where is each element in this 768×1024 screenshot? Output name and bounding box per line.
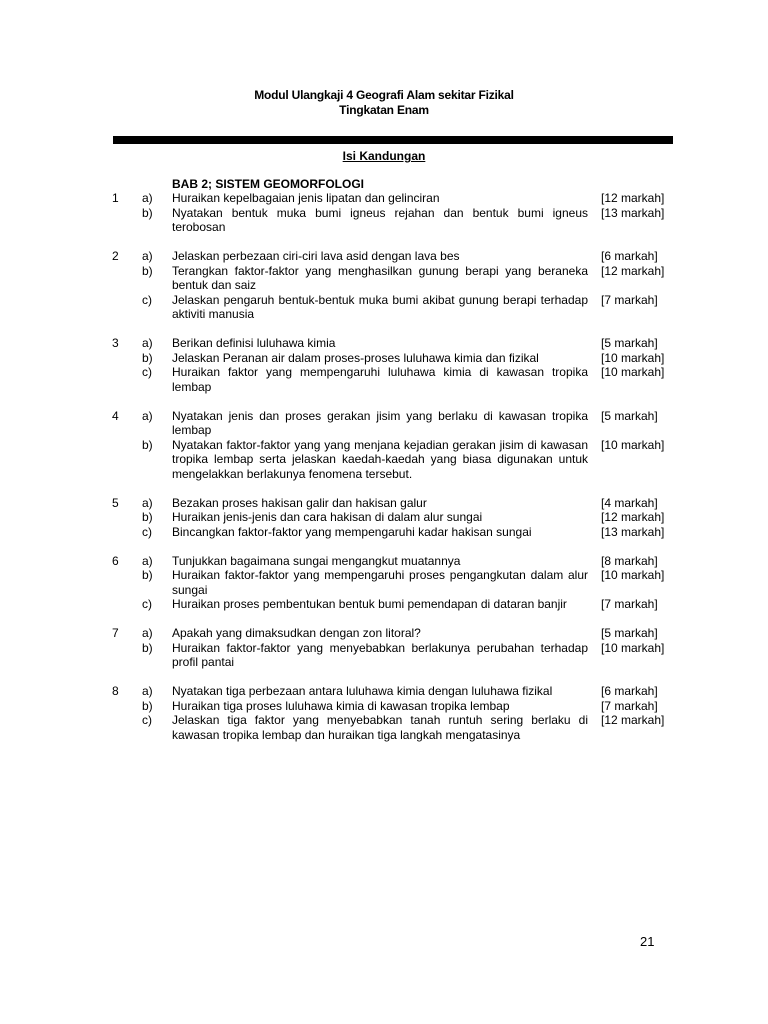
- part-label: b): [142, 437, 153, 452]
- part-text: Huraikan tiga proses luluhawa kimia di kawasan tropika lembap: [172, 698, 510, 713]
- part-label: c): [142, 597, 152, 611]
- question-block: [112, 409, 674, 482]
- part-text: Huraikan jenis-jenis dan cara hakisan di dalam alur sungai: [172, 510, 483, 524]
- part-text: Terangkan faktor-faktor yang menghasilkan gunung berapi yang beraneka bentuk dan saiz: [172, 263, 588, 292]
- question-part: [112, 409, 674, 438]
- part-text: Huraikan faktor yang mempengaruhi luluhawa kimia di kawasan tropika lembap: [172, 365, 588, 394]
- question-part: [112, 336, 674, 351]
- part-label: c): [142, 292, 152, 307]
- part-label: a): [142, 249, 153, 263]
- question-part: [112, 626, 674, 641]
- question-block: [112, 554, 674, 612]
- header-rule: [113, 136, 673, 144]
- part-text: Apakah yang dimaksudkan dengan zon litoral?: [172, 626, 421, 640]
- part-marks: [6 markah]: [601, 249, 658, 263]
- question-part: [112, 249, 674, 264]
- part-label: c): [142, 713, 152, 727]
- part-marks: [13 markah]: [601, 524, 665, 539]
- part-marks: [7 markah]: [601, 292, 658, 307]
- part-marks: [12 markah]: [601, 510, 665, 524]
- part-label: a): [142, 408, 153, 423]
- part-text: Jelaskan pengaruh bentuk-bentuk muka bumi akibat gunung berapi terhadap aktiviti manusia: [172, 292, 588, 321]
- part-label: a): [142, 553, 153, 568]
- part-label: b): [142, 698, 153, 713]
- document-header: [0, 88, 768, 118]
- part-marks: [10 markah]: [601, 437, 665, 452]
- question-block: [112, 249, 674, 322]
- part-marks: [12 markah]: [601, 263, 665, 278]
- part-text: Huraikan proses pembentukan bentuk bumi pemendapan di dataran banjir: [172, 597, 567, 611]
- question-list: [112, 191, 674, 742]
- question-block: [112, 496, 674, 540]
- question-block: [112, 336, 674, 394]
- part-marks: [4 markah]: [601, 495, 658, 510]
- part-marks: [7 markah]: [601, 698, 658, 713]
- question-number: 5: [112, 495, 119, 510]
- part-text: Huraikan faktor-faktor yang menyebabkan berlakunya perubahan terhadap profil pantai: [172, 640, 588, 669]
- question-number: 2: [112, 249, 119, 263]
- question-number: 7: [112, 626, 119, 640]
- question-number: 1: [112, 191, 119, 205]
- part-label: a): [142, 191, 153, 205]
- question-part: [112, 568, 674, 597]
- part-text: Jelaskan Peranan air dalam proses-proses luluhawa kimia dan fizikal: [172, 350, 539, 365]
- question-part: [112, 699, 674, 714]
- part-text: Huraikan kepelbagaian jenis lipatan dan gelinciran: [172, 191, 440, 205]
- part-label: b): [142, 205, 153, 220]
- part-marks: [10 markah]: [601, 568, 665, 582]
- part-label: c): [142, 524, 152, 539]
- part-marks: [5 markah]: [601, 336, 658, 350]
- page-number: 21: [640, 934, 655, 949]
- part-label: a): [142, 626, 153, 640]
- part-marks: [8 markah]: [601, 553, 658, 568]
- part-text: Nyatakan tiga perbezaan antara luluhawa kimia dengan luluhawa fizikal: [172, 684, 553, 698]
- part-marks: [7 markah]: [601, 597, 658, 611]
- question-part: [112, 510, 674, 525]
- question-part: [112, 206, 674, 235]
- part-label: b): [142, 568, 153, 582]
- question-block: [112, 626, 674, 670]
- question-part: [112, 684, 674, 699]
- part-text: Nyatakan faktor-faktor yang yang menjana kejadian gerakan jisim di kawasan tropika lembap serta jelaskan kaedah-kaedah yang biasa digunakan untuk mengelakkan berlakunya fenomena tersebut.: [172, 437, 588, 481]
- question-part: [112, 496, 674, 511]
- question-part: [112, 597, 674, 612]
- question-part: [112, 641, 674, 670]
- toc-title: Isi Kandungan: [342, 149, 426, 163]
- question-number: 4: [112, 408, 119, 423]
- part-marks: [6 markah]: [601, 684, 658, 698]
- part-label: c): [142, 365, 152, 379]
- question-part: [112, 438, 674, 482]
- part-text: Jelaskan tiga faktor yang menyebabkan tanah runtuh sering berlaku di kawasan tropika lembap dan huraikan tiga langkah mengatasinya: [172, 713, 588, 742]
- question-block: [112, 684, 674, 742]
- part-text: Nyatakan bentuk muka bumi igneus rejahan dan bentuk bumi igneus terobosan: [172, 205, 588, 234]
- question-part: [112, 554, 674, 569]
- module-title: Modul Ulangkaji 4 Geografi Alam sekitar Fizikal: [254, 88, 514, 102]
- question-number: 8: [112, 684, 119, 698]
- part-label: a): [142, 336, 153, 350]
- question-part: [112, 365, 674, 394]
- part-label: a): [142, 684, 153, 698]
- part-text: Berikan definisi luluhawa kimia: [172, 336, 336, 350]
- part-text: Huraikan faktor-faktor yang mempengaruhi proses pengangkutan dalam alur sungai: [172, 568, 588, 597]
- part-marks: [10 markah]: [601, 350, 665, 365]
- form-level: Tingkatan Enam: [339, 103, 429, 117]
- question-part: [112, 293, 674, 322]
- part-label: b): [142, 510, 153, 524]
- part-label: a): [142, 495, 153, 510]
- question-number: 3: [112, 336, 119, 350]
- question-part: [112, 525, 674, 540]
- part-text: Jelaskan perbezaan ciri-ciri lava asid dengan lava bes: [172, 249, 460, 263]
- part-marks: [10 markah]: [601, 640, 665, 655]
- part-text: Bincangkan faktor-faktor yang mempengaruhi kadar hakisan sungai: [172, 524, 532, 539]
- part-marks: [5 markah]: [601, 408, 658, 423]
- question-block: [112, 191, 674, 235]
- part-marks: [12 markah]: [601, 713, 665, 727]
- question-part: [112, 191, 674, 206]
- chapter-title: BAB 2; SISTEM GEOMORFOLOGI: [172, 177, 365, 191]
- part-text: Tunjukkan bagaimana sungai mengangkut muatannya: [172, 553, 461, 568]
- part-label: b): [142, 350, 153, 365]
- question-part: [112, 264, 674, 293]
- part-text: Bezakan proses hakisan galir dan hakisan galur: [172, 495, 427, 510]
- question-part: [112, 713, 674, 742]
- question-number: 6: [112, 553, 119, 568]
- question-part: [112, 351, 674, 366]
- part-marks: [10 markah]: [601, 365, 665, 379]
- part-text: Nyatakan jenis dan proses gerakan jisim yang berlaku di kawasan tropika lembap: [172, 408, 588, 437]
- part-marks: [12 markah]: [601, 191, 665, 205]
- part-marks: [5 markah]: [601, 626, 658, 640]
- part-marks: [13 markah]: [601, 205, 665, 220]
- part-label: b): [142, 640, 153, 655]
- part-label: b): [142, 263, 153, 278]
